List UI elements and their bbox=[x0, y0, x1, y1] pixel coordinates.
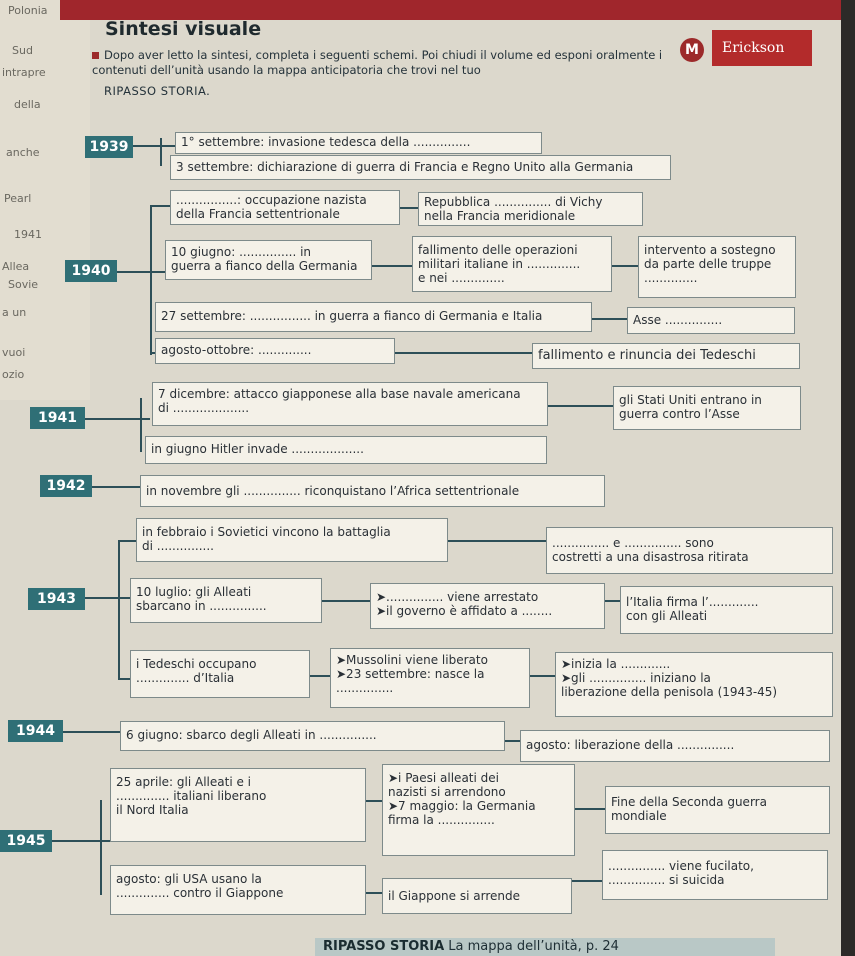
timeline-box: fallimento delle operazioni militari italiane in .............. e nei .............. bbox=[412, 236, 612, 292]
year-badge-1942: 1942 bbox=[40, 475, 92, 497]
footer-label: RIPASSO STORIA bbox=[323, 939, 445, 954]
timeline-box: ................: occupazione nazista della Francia settentrionale bbox=[170, 190, 400, 225]
left-fragment: Sud bbox=[12, 44, 33, 57]
footer-text: La mappa dell’unità, p. 24 bbox=[448, 939, 619, 954]
connector bbox=[575, 808, 605, 810]
connector bbox=[572, 880, 602, 882]
timeline-box: Fine della Seconda guerra mondiale bbox=[605, 786, 830, 834]
timeline-box: in febbraio i Sovietici vincono la battaglia di ............... bbox=[136, 518, 448, 562]
year-badge-1945: 1945 bbox=[0, 830, 52, 852]
left-fragment: Pearl bbox=[4, 192, 32, 205]
left-fragment: vuoi bbox=[2, 346, 26, 359]
connector bbox=[100, 800, 102, 895]
timeline-box: 6 giugno: sbarco degli Alleati in ............... bbox=[120, 721, 505, 751]
timeline-box: ➤............... viene arrestato ➤il governo è affidato a ........ bbox=[370, 583, 605, 629]
top-color-band bbox=[60, 0, 855, 20]
timeline-box: l’Italia firma l’............. con gli Alleati bbox=[620, 586, 833, 634]
timeline-box: in giugno Hitler invade ................... bbox=[145, 436, 547, 464]
timeline-box: 10 luglio: gli Alleati sbarcano in ............... bbox=[130, 578, 322, 623]
left-fragment: Allea bbox=[2, 260, 30, 273]
year-badge-1940: 1940 bbox=[65, 260, 117, 282]
timeline-box: 27 settembre: ................ in guerra a fianco di Germania e Italia bbox=[155, 302, 592, 332]
timeline-box: agosto-ottobre: .............. bbox=[155, 338, 395, 364]
connector bbox=[92, 486, 147, 488]
connector bbox=[85, 597, 130, 599]
subtitle: RIPASSO STORIA. bbox=[104, 84, 211, 98]
connector bbox=[372, 265, 412, 267]
timeline-box: 7 dicembre: attacco giapponese alla base navale americana di .................... bbox=[152, 382, 548, 426]
publisher-brand: Erickson bbox=[712, 30, 812, 66]
timeline-box: 1° settembre: invasione tedesca della ............... bbox=[175, 132, 542, 154]
connector bbox=[115, 271, 165, 273]
timeline-box: gli Stati Uniti entrano in guerra contro l’Asse bbox=[613, 386, 801, 430]
left-fragment: 1941 bbox=[14, 228, 42, 241]
connector bbox=[160, 138, 162, 166]
timeline-box: Repubblica ............... di Vichy nella Francia meridionale bbox=[418, 192, 643, 226]
year-badge-1943: 1943 bbox=[28, 588, 85, 610]
connector bbox=[118, 540, 136, 542]
connector bbox=[118, 540, 120, 680]
timeline-box: ............... viene fucilato, ............... si suicida bbox=[602, 850, 828, 900]
timeline-box: agosto: gli USA usano la .............. contro il Giappone bbox=[110, 865, 366, 915]
instructions-text: Dopo aver letto la sintesi, completa i seguenti schemi. Poi chiudi il volume ed esponi oralmente i contenuti dell’unità usando la mappa anticipatoria che trovi nel tuo bbox=[92, 48, 663, 77]
connector bbox=[150, 205, 152, 355]
year-badge-1944: 1944 bbox=[8, 720, 63, 742]
timeline-box: i Tedeschi occupano .............. d’Italia bbox=[130, 650, 310, 698]
connector bbox=[548, 405, 613, 407]
connector bbox=[310, 675, 330, 677]
instructions bbox=[92, 48, 672, 78]
timeline-box: ➤i Paesi alleati dei nazisti si arrendono ➤7 maggio: la Germania firma la ............... bbox=[382, 764, 575, 856]
connector bbox=[60, 731, 120, 733]
timeline-box: intervento a sostegno da parte delle truppe .............. bbox=[638, 236, 796, 298]
facing-page-edge bbox=[0, 0, 90, 400]
connector bbox=[448, 540, 548, 542]
timeline-box: 10 giugno: ............... in guerra a fianco della Germania bbox=[165, 240, 372, 280]
connector bbox=[530, 675, 555, 677]
timeline-box: ............... e ............... sono costretti a una disastrosa ritirata bbox=[546, 527, 833, 574]
connector bbox=[605, 600, 620, 602]
connector bbox=[150, 205, 170, 207]
connector bbox=[592, 318, 627, 320]
year-badge-1941: 1941 bbox=[30, 407, 85, 429]
timeline-box: ➤Mussolini viene liberato ➤23 settembre: nasce la ............... bbox=[330, 648, 530, 708]
left-fragment: ozio bbox=[2, 368, 25, 381]
connector bbox=[118, 678, 130, 680]
timeline-box: fallimento e rinuncia dei Tedeschi bbox=[532, 343, 800, 369]
left-fragment: anche bbox=[6, 146, 40, 159]
timeline-box: ➤inizia la ............. ➤gli ............... iniziano la liberazione della penisola (1943-45) bbox=[555, 652, 833, 717]
timeline-box: il Giappone si arrende bbox=[382, 878, 572, 914]
footer-reference bbox=[315, 938, 775, 956]
connector bbox=[322, 600, 370, 602]
connector bbox=[395, 352, 540, 354]
timeline-box: 3 settembre: dichiarazione di guerra di Francia e Regno Unito alla Germania bbox=[170, 155, 671, 180]
connector bbox=[366, 892, 382, 894]
page-edge-shadow bbox=[841, 0, 855, 956]
publisher-logo-mark: M bbox=[680, 38, 704, 62]
left-fragment: intrapre bbox=[2, 66, 46, 79]
left-fragment: della bbox=[14, 98, 41, 111]
page-title: Sintesi visuale bbox=[105, 18, 262, 40]
connector bbox=[612, 265, 638, 267]
year-badge-1939: 1939 bbox=[85, 136, 133, 158]
left-fragment: Sovie bbox=[8, 278, 39, 291]
connector bbox=[400, 207, 420, 209]
timeline-box: agosto: liberazione della ............... bbox=[520, 730, 830, 762]
timeline-box: Asse ............... bbox=[627, 307, 795, 334]
connector bbox=[505, 740, 520, 742]
connector bbox=[366, 800, 382, 802]
left-fragment: Polonia bbox=[8, 4, 48, 17]
connector bbox=[140, 398, 142, 452]
left-fragment: a un bbox=[2, 306, 27, 319]
timeline-box: 25 aprile: gli Alleati e i .............. italiani liberano il Nord Italia bbox=[110, 768, 366, 842]
timeline-box: in novembre gli ............... riconquistano l’Africa settentrionale bbox=[140, 475, 605, 507]
bullet-square-icon bbox=[92, 52, 99, 59]
